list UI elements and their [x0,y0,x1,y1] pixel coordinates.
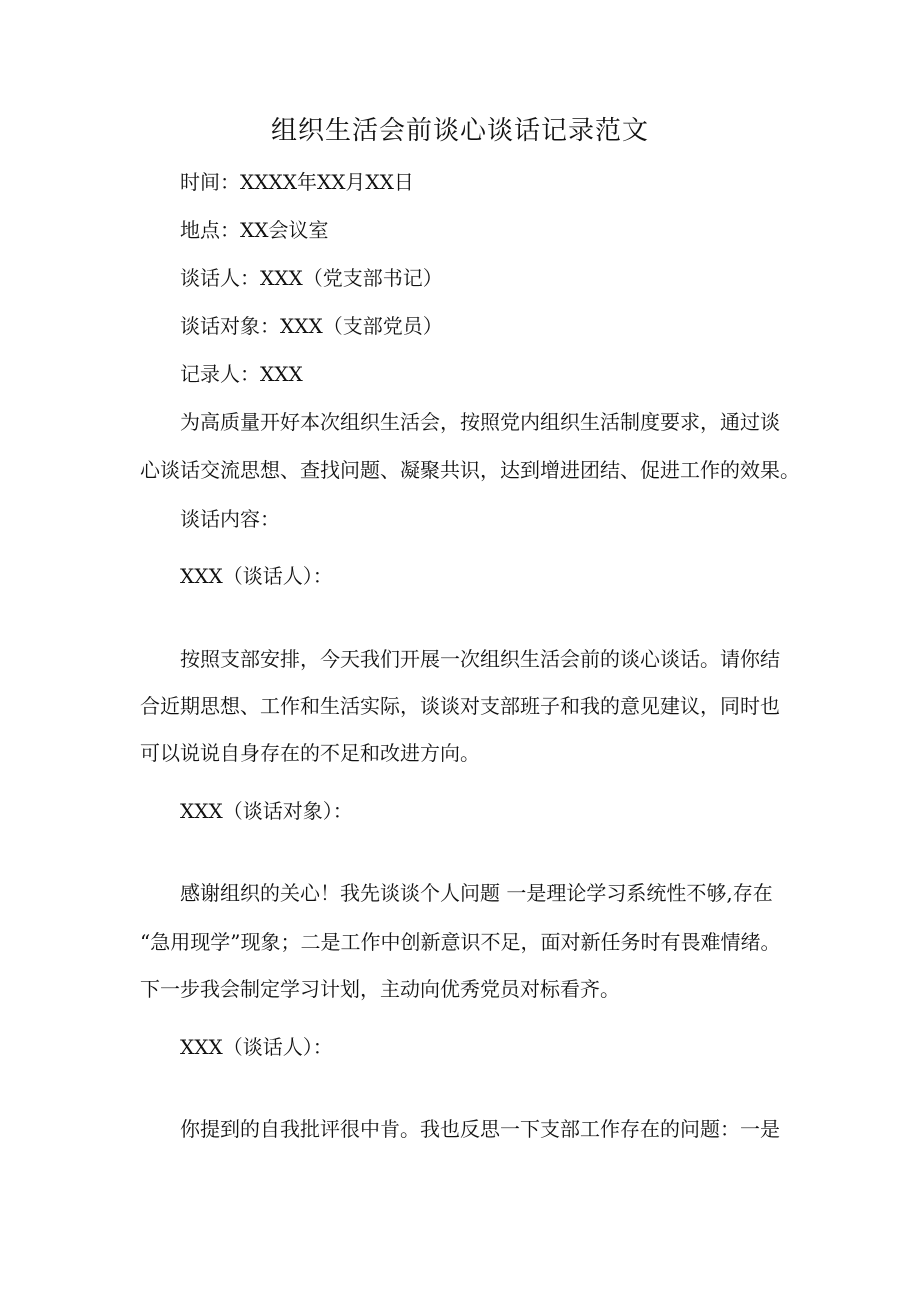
paragraph-line: 合近期思想、工作和生活实际，谈谈对支部班子和我的意见建议，同时也 [140,694,780,718]
meta-interviewee: 谈话对象：XXX（支部党员） [180,314,443,338]
paragraph-line: 可以说说自身存在的不足和改进方向。 [140,741,480,765]
speaker-label: XXX（谈话人）： [180,564,333,588]
paragraph-line: 按照支部安排，今天我们开展一次组织生活会前的谈心谈话。请你结 [180,647,780,671]
paragraph-line: 感谢组织的关心！我先谈谈个人问题 一是理论学习系统性不够,存在 [180,881,773,905]
meta-interviewer: 谈话人：XXX（党支部书记） [180,266,443,290]
document-title: 组织生活会前谈心谈话记录范文 [270,116,649,146]
meta-place: 地点：XX会议室 [180,218,329,242]
paragraph-line: 下一步我会制定学习计划，主动向优秀党员对标看齐。 [140,977,620,1001]
paragraph-line: 你提到的自我批评很中肯。我也反思一下支部工作存在的问题：一是 [180,1117,780,1141]
intro-line-1: 为高质量开好本次组织生活会，按照党内组织生活制度要求，通过谈 [180,410,780,434]
paragraph-line: “急用现学”现象；二是工作中创新意识不足，面对新任务时有畏难情绪。 [140,930,781,954]
meta-time: 时间：XXXX年XX月XX日 [180,170,414,194]
intro-line-2: 心谈话交流思想、查找问题、凝聚共识，达到增进团结、促进工作的效果。 [140,458,800,482]
meta-recorder: 记录人：XXX [180,362,303,386]
speaker-label: XXX（谈话人）： [180,1035,333,1059]
speaker-label: XXX（谈话对象）： [180,799,353,823]
content-heading: 谈话内容： [180,507,280,531]
